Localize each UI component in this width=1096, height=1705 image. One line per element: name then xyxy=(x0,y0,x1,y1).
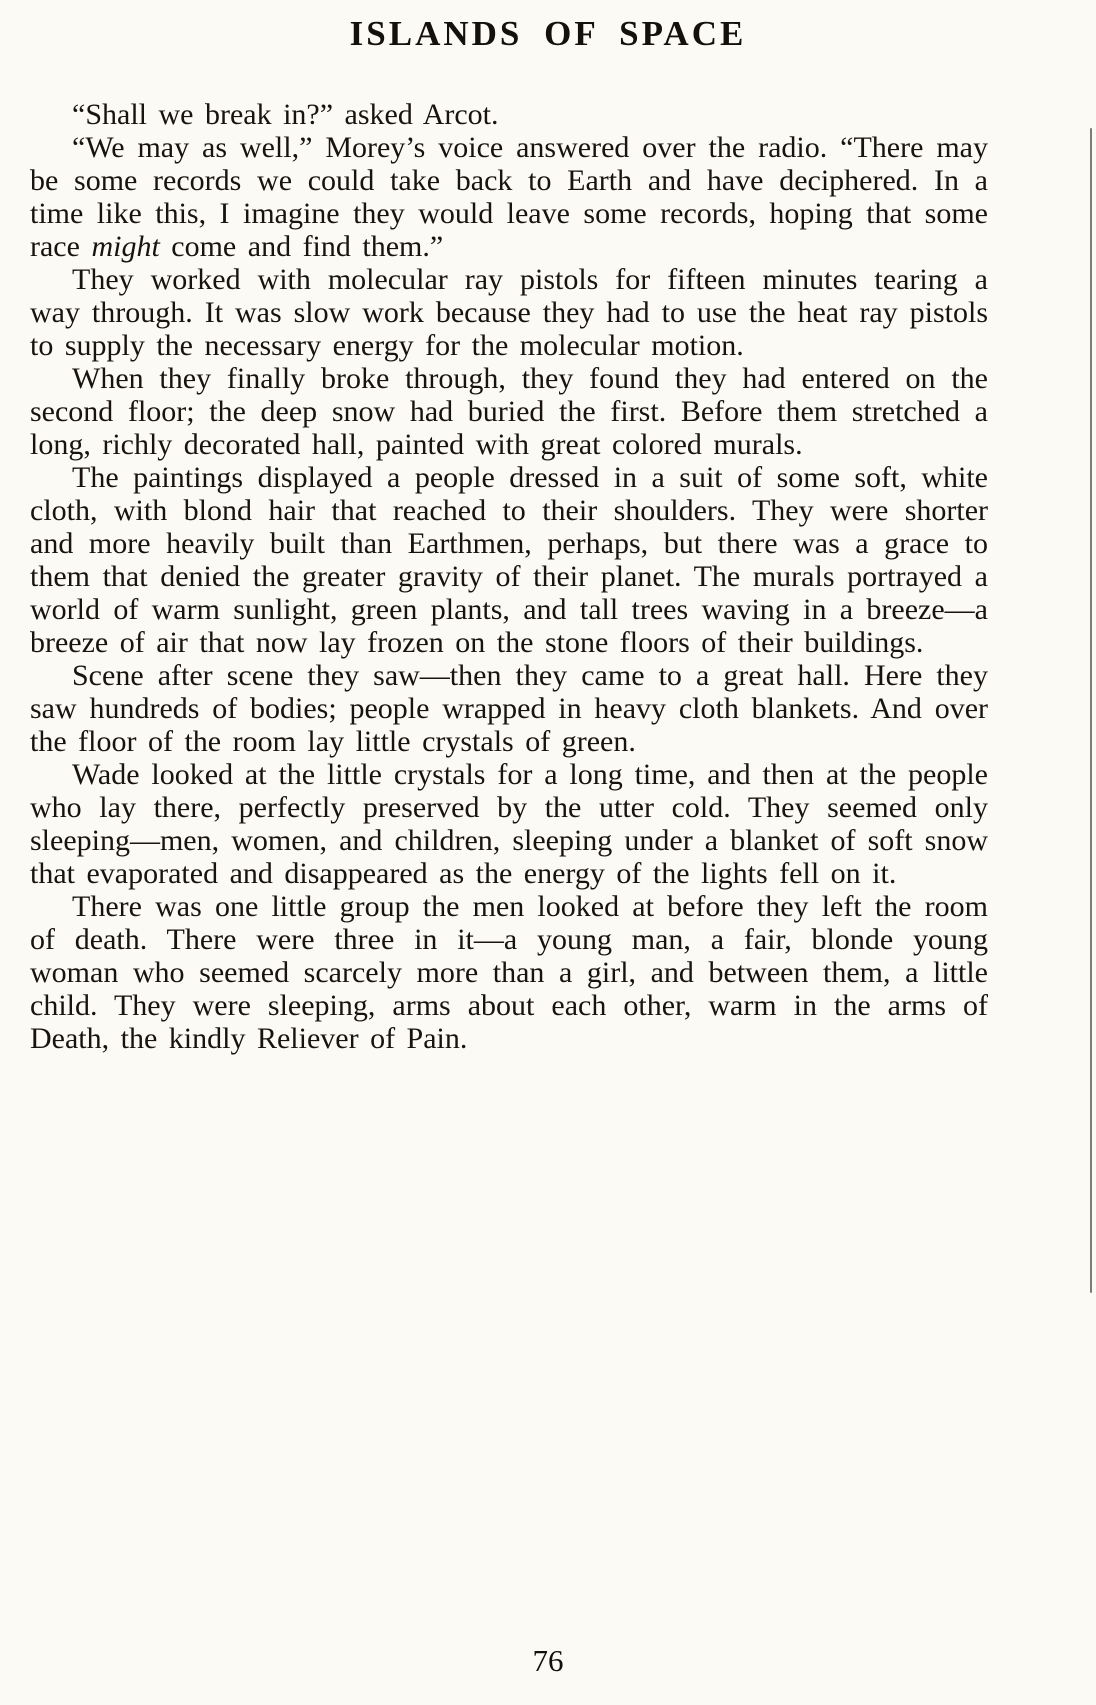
scan-artifact-line xyxy=(1090,128,1092,1293)
paragraph xyxy=(30,98,988,131)
paragraph xyxy=(30,263,988,362)
running-head-title: ISLANDS OF SPACE xyxy=(349,14,747,53)
text-run: There was one little group the men looked at before they left the room of death. There were three in it—a young man, a fair, blonde young woman who seemed scarcely more than a girl, and between them, a little child. They were sleeping, arms about each other, warm in the arms of Death, the kindly Reliever of Pain. xyxy=(30,890,988,1055)
italic-text-run: might xyxy=(91,230,160,263)
paragraph xyxy=(30,461,988,659)
text-run: Wade looked at the little crystals for a long time, and then at the people who lay there, perfectly preserved by the utter cold. They seemed only sleeping—men, women, and children, sleeping under a blanket of soft snow that evaporated and disappeared as the energy of the lights fell on it. xyxy=(30,758,988,890)
paragraph xyxy=(30,362,988,461)
text-run: come and find them.” xyxy=(159,230,444,263)
paragraph xyxy=(30,659,988,758)
text-run: “Shall we break in?” asked Arcot. xyxy=(72,98,499,131)
text-run: When they finally broke through, they found they had entered on the second floor; the deep snow had buried the first. Before them stretched a long, richly decorated hall, painted with great colored murals. xyxy=(30,362,988,461)
paragraph xyxy=(30,758,988,890)
text-run: Scene after scene they saw—then they came to a great hall. Here they saw hundreds of bodies; people wrapped in heavy cloth blankets. And over the floor of the room lay little crystals of green. xyxy=(30,659,988,758)
text-run: The paintings displayed a people dressed in a suit of some soft, white cloth, with blond hair that reached to their shoulders. They were shorter and more heavily built than Earthmen, perhaps, but there was a grace to them that denied the greater gravity of their planet. The murals portrayed a world of warm sunlight, green plants, and tall trees waving in a breeze—a breeze of air that now lay frozen on the stone floors of their buildings. xyxy=(30,461,988,659)
text-run: “We may as well,” Morey’s voice answered over the radio. “There may be some records we could take back to Earth and have deciphered. In a time like this, I imagine they would leave some records, hoping that some race xyxy=(30,131,988,263)
body-text xyxy=(30,98,988,1055)
page-number: 76 xyxy=(532,1643,564,1678)
text-run: They worked with molecular ray pistols for fifteen minutes tearing a way through. It was slow work because they had to use the heat ray pistols to supply the necessary energy for the molecular motion. xyxy=(30,263,988,362)
paragraph xyxy=(30,890,988,1055)
paragraph xyxy=(30,131,988,263)
